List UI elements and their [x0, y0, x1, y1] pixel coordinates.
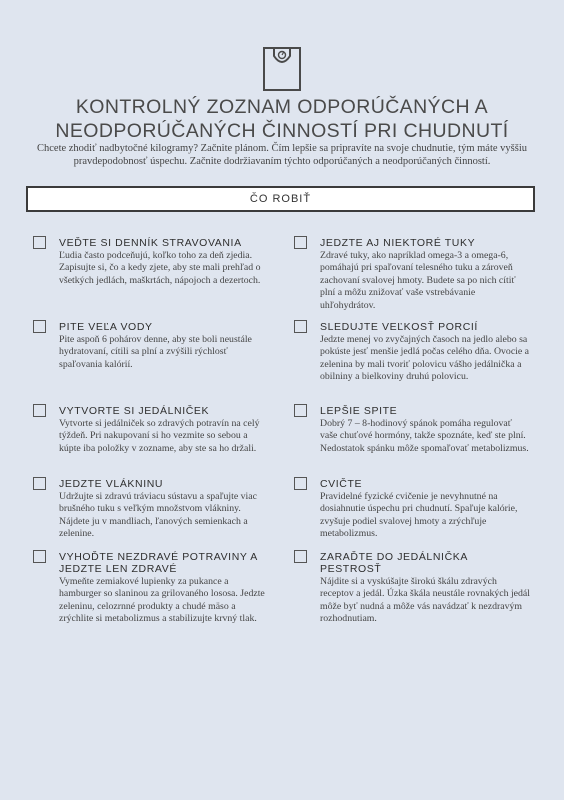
item-title: PITE VEĽA VODY	[59, 321, 153, 333]
scale-icon	[262, 46, 302, 92]
item-description: Dobrý 7 – 8-hodinový spánok pomáha regulovať vaše chuťové hormóny, takže spoznáte, keď ste plní. Nedostatok spánku môže spomaľovať metabolizmus.	[320, 418, 529, 454]
item-description: Pite aspoň 6 pohárov denne, aby ste boli neustále hydratovaní, cítili sa plní a zvýšili rýchlosť spaľovania kalórií.	[59, 334, 252, 370]
item-description: Pravidelné fyzické cvičenie je nevyhnutné na dosiahnutie úspechu pri chudnutí. Spaľuje kalórie, zvyšuje podiel svalovej hmoty a zrýchľuje metabolizmus.	[320, 491, 518, 540]
checkbox[interactable]	[33, 404, 46, 417]
item-title: CVIČTE	[320, 478, 363, 490]
section-header	[26, 186, 535, 212]
checkbox[interactable]	[33, 236, 46, 249]
checkbox[interactable]	[33, 477, 46, 490]
checkbox[interactable]	[294, 236, 307, 249]
item-title: VEĎTE SI DENNÍK STRAVOVANIA	[59, 237, 242, 249]
page-title-line-2: NEODPORÚČANÝCH ČINNOSTÍ PRI CHUDNUTÍ	[55, 120, 509, 142]
intro-text: Chcete zhodiť nadbytočné kilogramy? Začnite plánom. Čím lepšie sa pripravíte na svoje chudnutie, tým máte vyššiu pravdepodobnosť úspechu. Začnite dodržiavaním týchto odporúčaných a neodporúčaných činností.	[37, 143, 527, 167]
item-description: Udržujte si zdravú tráviacu sústavu a spaľujte viac brušného tuku s veľkým množstvom vlákniny. Nájdete ju v mandliach, ľanových semienkach a zelenine.	[59, 491, 257, 540]
item-description: Vytvorte si jedálniček so zdravých potravín na celý týždeň. Pri nakupovaní si ho vezmite so sebou a kúpte iba položky v zozname, aby ste sa ho držali.	[59, 418, 260, 454]
checkbox[interactable]	[294, 404, 307, 417]
checkbox[interactable]	[294, 477, 307, 490]
checkbox[interactable]	[294, 320, 307, 333]
page-title-line-1: KONTROLNÝ ZOZNAM ODPORÚČANÝCH A	[75, 96, 489, 118]
item-description: Zdravé tuky, ako napríklad omega-3 a omega-6, pomáhajú pri spaľovaní telesného tuku a zároveň zachovaní svalovej hmoty. Budete sa po nich cítiť plní a môžu znižovať vaše vstrebávanie uhľohydrátov.	[320, 250, 516, 311]
section-title: ČO ROBIŤ	[249, 193, 312, 205]
item-title: VYTVORTE SI JEDÁLNIČEK	[59, 405, 210, 417]
item-description: Nájdite si a vyskúšajte širokú škálu zdravých receptov a jedál. Úzka škála neustále rovnakých jedál môže byť nudná a môže vás navádzať k nezdravým rozhodnutiam.	[320, 576, 530, 625]
checkbox[interactable]	[294, 550, 307, 563]
checkbox[interactable]	[33, 550, 46, 563]
item-description: Jedzte menej vo zvyčajných časoch na jedlo alebo sa pokúste jesť menšie jedlá počas celého dňa. Ovocie a zelenina by mali tvoriť polovicu vášho jedálnička a obilniny a bielkoviny druhú polovicu.	[320, 334, 530, 383]
item-title: LEPŠIE SPITE	[320, 405, 398, 417]
checkbox[interactable]	[33, 320, 46, 333]
item-title: JEDZTE VLÁKNINU	[59, 478, 164, 490]
item-title: VYHOĎTE NEZDRAVÉ POTRAVINY A JEDZTE LEN ZDRAVÉ	[59, 551, 258, 575]
item-title: JEDZTE AJ NIEKTORÉ TUKY	[320, 237, 476, 249]
item-title: ZARAĎTE DO JEDÁLNIČKA PESTROSŤ	[320, 551, 468, 575]
page-title	[0, 95, 564, 143]
item-description: Vymeňte zemiakové lupienky za pukance a hamburger so slaninou za grilovaného lososa. Jedzte zeleninu, celozrnné produkty a chudé mäso a zrýchlite si metabolizmus a stabilizujte krvný tlak.	[59, 576, 265, 625]
item-description: Ľudia často podceňujú, koľko toho za deň zjedia. Zapisujte si, čo a kedy zjete, aby ste mali prehľad o všetkých jedlách, maškrtách, nápojoch a dezertoch.	[59, 250, 261, 286]
item-title: SLEDUJTE VEĽKOSŤ PORCIÍ	[320, 321, 478, 333]
